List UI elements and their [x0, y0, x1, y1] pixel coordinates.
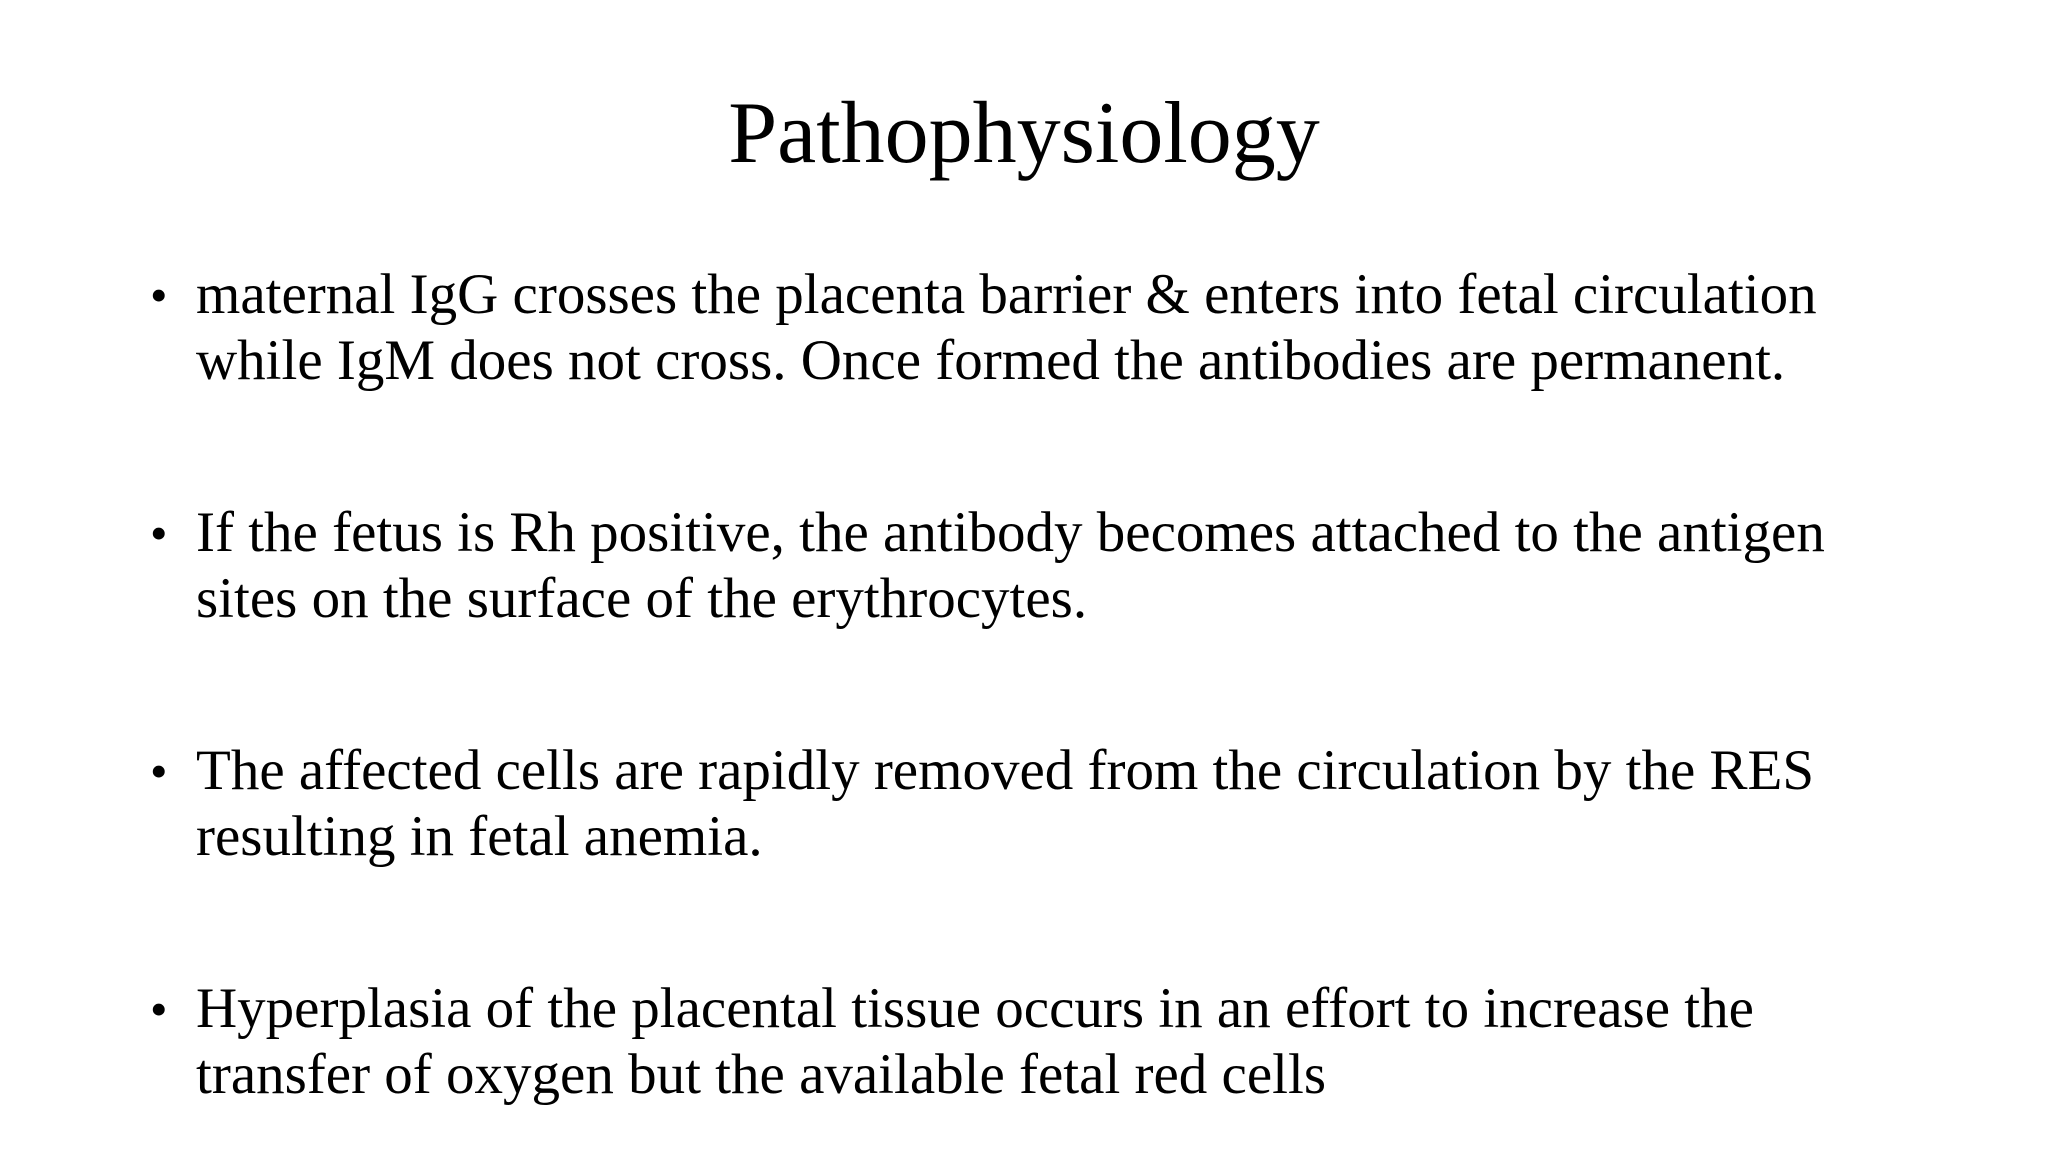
bullet-dot-icon: •	[150, 267, 168, 323]
bullet-dot-icon: •	[150, 743, 168, 799]
bullet-item	[150, 738, 1950, 870]
bullet-line: maternal IgG crosses the placenta barrier & enters into fetal circulation	[196, 263, 1817, 326]
bullet-line: The affected cells are rapidly removed from the circulation by the RES	[196, 739, 1815, 802]
bullet-item	[150, 262, 1950, 394]
bullet-line: sites on the surface of the erythrocytes.	[196, 567, 1088, 630]
bullet-item	[150, 500, 1950, 632]
bullet-line: transfer of oxygen but the available fetal red cells	[196, 1043, 1327, 1106]
bullet-line: If the fetus is Rh positive, the antibody becomes attached to the antigen	[196, 501, 1825, 564]
bullet-item	[150, 976, 1950, 1108]
slide-title: Pathophysiology	[728, 85, 1320, 182]
bullet-line: resulting in fetal anemia.	[196, 805, 763, 868]
bullet-dot-icon: •	[150, 505, 168, 561]
bullet-dot-icon: •	[150, 981, 168, 1037]
bullet-line: while IgM does not cross. Once formed the antibodies are permanent.	[196, 329, 1786, 392]
bullet-line: Hyperplasia of the placental tissue occurs in an effort to increase the	[196, 977, 1754, 1040]
bullet-list	[150, 262, 1950, 1108]
